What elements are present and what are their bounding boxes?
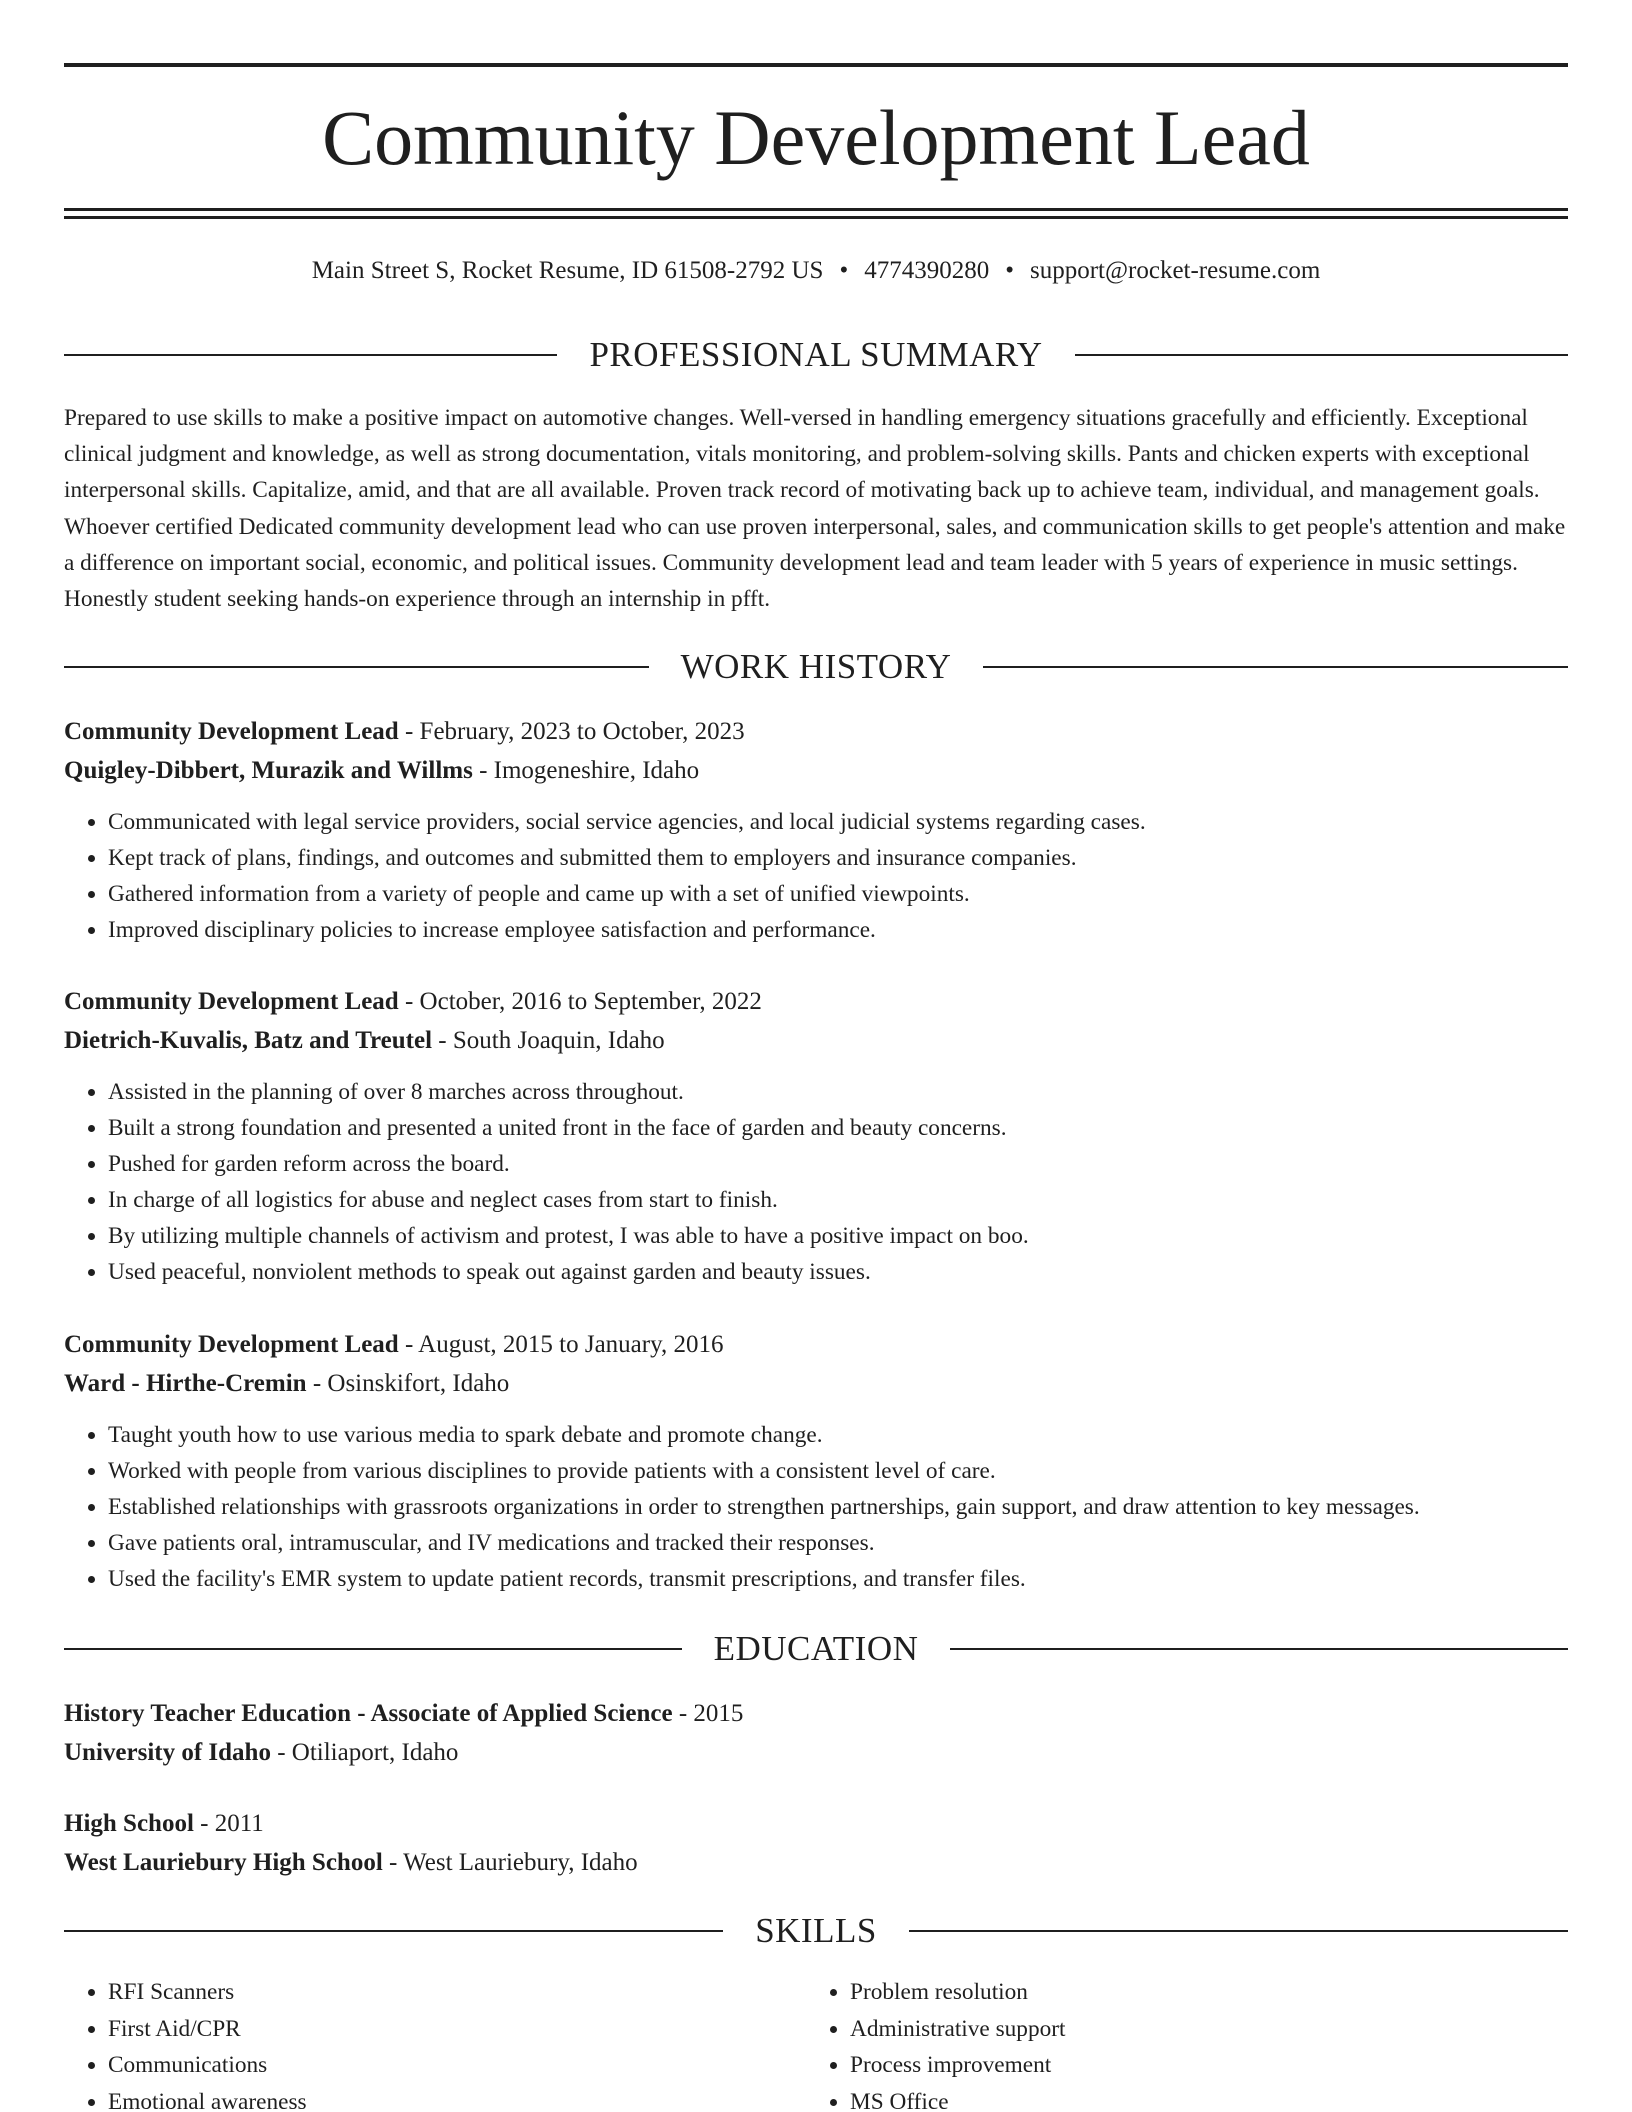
job-bullet: • Communicated with legal service providers, social service agencies, and local judicial systems regarding cases. bbox=[108, 804, 1568, 840]
heading-rule-right bbox=[983, 666, 1568, 668]
title-rule-lower bbox=[64, 216, 1568, 219]
job-location: - Imogeneshire, Idaho bbox=[472, 757, 700, 784]
job-title-line bbox=[64, 712, 1568, 751]
heading-rule-left bbox=[64, 666, 649, 668]
job-bullet: • Built a strong foundation and presented a united front in the face of garden and beauty concerns. bbox=[108, 1110, 1568, 1146]
heading-rule-right bbox=[909, 1930, 1568, 1932]
job-bullet: • Kept track of plans, findings, and outcomes and submitted them to employers and insurance companies. bbox=[108, 840, 1568, 876]
education-degree-line bbox=[64, 1804, 1568, 1843]
title-rule-upper bbox=[64, 208, 1568, 211]
job-bullet: • Pushed for garden reform across the board. bbox=[108, 1146, 1568, 1182]
contact-line bbox=[64, 254, 1568, 288]
education-heading bbox=[64, 1628, 1568, 1670]
education-year: - 2011 bbox=[193, 1810, 264, 1837]
job-bullet: • Worked with people from various disciplines to provide patients with a consistent level of care. bbox=[108, 1453, 1568, 1489]
education-heading-label: EDUCATION bbox=[713, 1629, 919, 1668]
job-company-line bbox=[64, 1021, 1568, 1060]
education-school: University of Idaho bbox=[64, 1739, 271, 1766]
work-history-heading bbox=[64, 646, 1568, 688]
skill-item: • Process improvement bbox=[850, 2047, 1548, 2084]
education-school-line bbox=[64, 1843, 1568, 1882]
job-bullet: • Used the facility's EMR system to update patient records, transmit prescriptions, and transfer files. bbox=[108, 1561, 1568, 1597]
job-company-line bbox=[64, 751, 1568, 790]
job-dates: - October, 2016 to September, 2022 bbox=[398, 988, 762, 1015]
education-degree: High School bbox=[64, 1810, 194, 1837]
job-entry bbox=[64, 712, 1568, 948]
heading-rule-right bbox=[950, 1648, 1568, 1650]
contact-address: Main Street S, Rocket Resume, ID 61508-2792 US bbox=[311, 257, 824, 284]
education-entry bbox=[64, 1804, 1568, 1882]
job-bullet: • Established relationships with grassroots organizations in order to strengthen partnerships, gain support, and draw attention to key messages. bbox=[108, 1489, 1568, 1525]
work-history-heading-label: WORK HISTORY bbox=[680, 647, 952, 686]
job-bullet: • Used peaceful, nonviolent methods to speak out against garden and beauty issues. bbox=[108, 1254, 1568, 1290]
job-bullet: • Improved disciplinary policies to increase employee satisfaction and performance. bbox=[108, 912, 1568, 948]
skill-item: • Emotional awareness bbox=[108, 2084, 806, 2112]
summary-heading bbox=[64, 334, 1568, 376]
contact-phone: 4774390280 bbox=[864, 257, 990, 284]
summary-text: Prepared to use skills to make a positive impact on automotive changes. Well-versed in handling emergency situations gracefully and efficiently. Exceptional clinical judgment and knowledge, as well as strong documentation, vitals monitoring, and problem-solving skills. Pants and chicken experts with exceptional interpersonal skills. Capitalize, amid, and that are all available. Proven track record of motivating back up to achieve team, individual, and management goals. Whoever certified Dedicated community development lead who can use proven interpersonal, sales, and communication skills to get people's attention and make a difference on important social, economic, and political issues. Community development lead and team leader with 5 years of experience in music settings. Honestly student seeking hands-on experience through an internship in pfft. bbox=[64, 405, 1566, 613]
job-bullet: • By utilizing multiple channels of activism and protest, I was able to have a positive impact on boo. bbox=[108, 1218, 1568, 1254]
contact-separator: • bbox=[1005, 257, 1014, 284]
education-location: - Otiliaport, Idaho bbox=[270, 1739, 459, 1766]
education-degree-line bbox=[64, 1694, 1568, 1733]
education-school: West Lauriebury High School bbox=[64, 1849, 383, 1876]
education-year: - 2015 bbox=[672, 1700, 744, 1727]
skill-item: • First Aid/CPR bbox=[108, 2011, 806, 2048]
heading-rule-right bbox=[1075, 354, 1568, 356]
job-entry bbox=[64, 1325, 1568, 1597]
skills-column-left bbox=[64, 1974, 806, 2112]
job-bullet: • Gathered information from a variety of people and came up with a set of unified viewpoints. bbox=[108, 876, 1568, 912]
skills-heading-label: SKILLS bbox=[755, 1911, 877, 1950]
job-company-line bbox=[64, 1364, 1568, 1403]
education-location: - West Lauriebury, Idaho bbox=[382, 1849, 638, 1876]
job-bullets bbox=[64, 1417, 1568, 1597]
skill-item: • MS Office bbox=[850, 2084, 1548, 2112]
skills-list bbox=[64, 1974, 1568, 2112]
job-entry bbox=[64, 982, 1568, 1290]
job-title-line bbox=[64, 1325, 1568, 1364]
contact-separator: • bbox=[839, 257, 849, 284]
job-company: Quigley-Dibbert, Murazik and Willms bbox=[64, 757, 473, 784]
job-role: Community Development Lead bbox=[64, 718, 399, 745]
job-role: Community Development Lead bbox=[64, 1331, 399, 1358]
job-company: Dietrich-Kuvalis, Batz and Treutel bbox=[64, 1027, 433, 1054]
job-bullets bbox=[64, 1074, 1568, 1290]
education-school-line bbox=[64, 1733, 1568, 1772]
job-location: - Osinskifort, Idaho bbox=[306, 1370, 510, 1397]
heading-rule-left bbox=[64, 1930, 723, 1932]
skills-heading bbox=[64, 1910, 1568, 1952]
skill-item: • Communications bbox=[108, 2047, 806, 2084]
job-bullet: • Taught youth how to use various media to spark debate and promote change. bbox=[108, 1417, 1568, 1453]
job-bullets bbox=[64, 804, 1568, 948]
job-location: - South Joaquin, Idaho bbox=[432, 1027, 665, 1054]
education-degree: History Teacher Education - Associate of Applied Science bbox=[64, 1700, 673, 1727]
heading-rule-left bbox=[64, 354, 557, 356]
job-bullet: • In charge of all logistics for abuse and neglect cases from start to finish. bbox=[108, 1182, 1568, 1218]
job-bullet: • Assisted in the planning of over 8 marches across throughout. bbox=[108, 1074, 1568, 1110]
skill-item: • Problem resolution bbox=[850, 1974, 1548, 2011]
job-dates: - February, 2023 to October, 2023 bbox=[398, 718, 745, 745]
skill-item: • Administrative support bbox=[850, 2011, 1548, 2048]
education-entry bbox=[64, 1694, 1568, 1772]
top-rule bbox=[64, 63, 1568, 67]
job-bullet: • Gave patients oral, intramuscular, and IV medications and tracked their responses. bbox=[108, 1525, 1568, 1561]
job-title-line bbox=[64, 982, 1568, 1021]
skill-item: • RFI Scanners bbox=[108, 1974, 806, 2011]
contact-email[interactable]: support@rocket-resume.com bbox=[1030, 257, 1321, 284]
job-company: Ward - Hirthe-Cremin bbox=[64, 1370, 307, 1397]
heading-rule-left bbox=[64, 1648, 682, 1650]
job-dates: - August, 2015 to January, 2016 bbox=[398, 1331, 724, 1358]
skills-column-right bbox=[806, 1974, 1548, 2112]
resume-title: Community Development Lead bbox=[322, 94, 1310, 181]
summary-heading-label: PROFESSIONAL SUMMARY bbox=[589, 335, 1043, 374]
job-role: Community Development Lead bbox=[64, 988, 399, 1015]
